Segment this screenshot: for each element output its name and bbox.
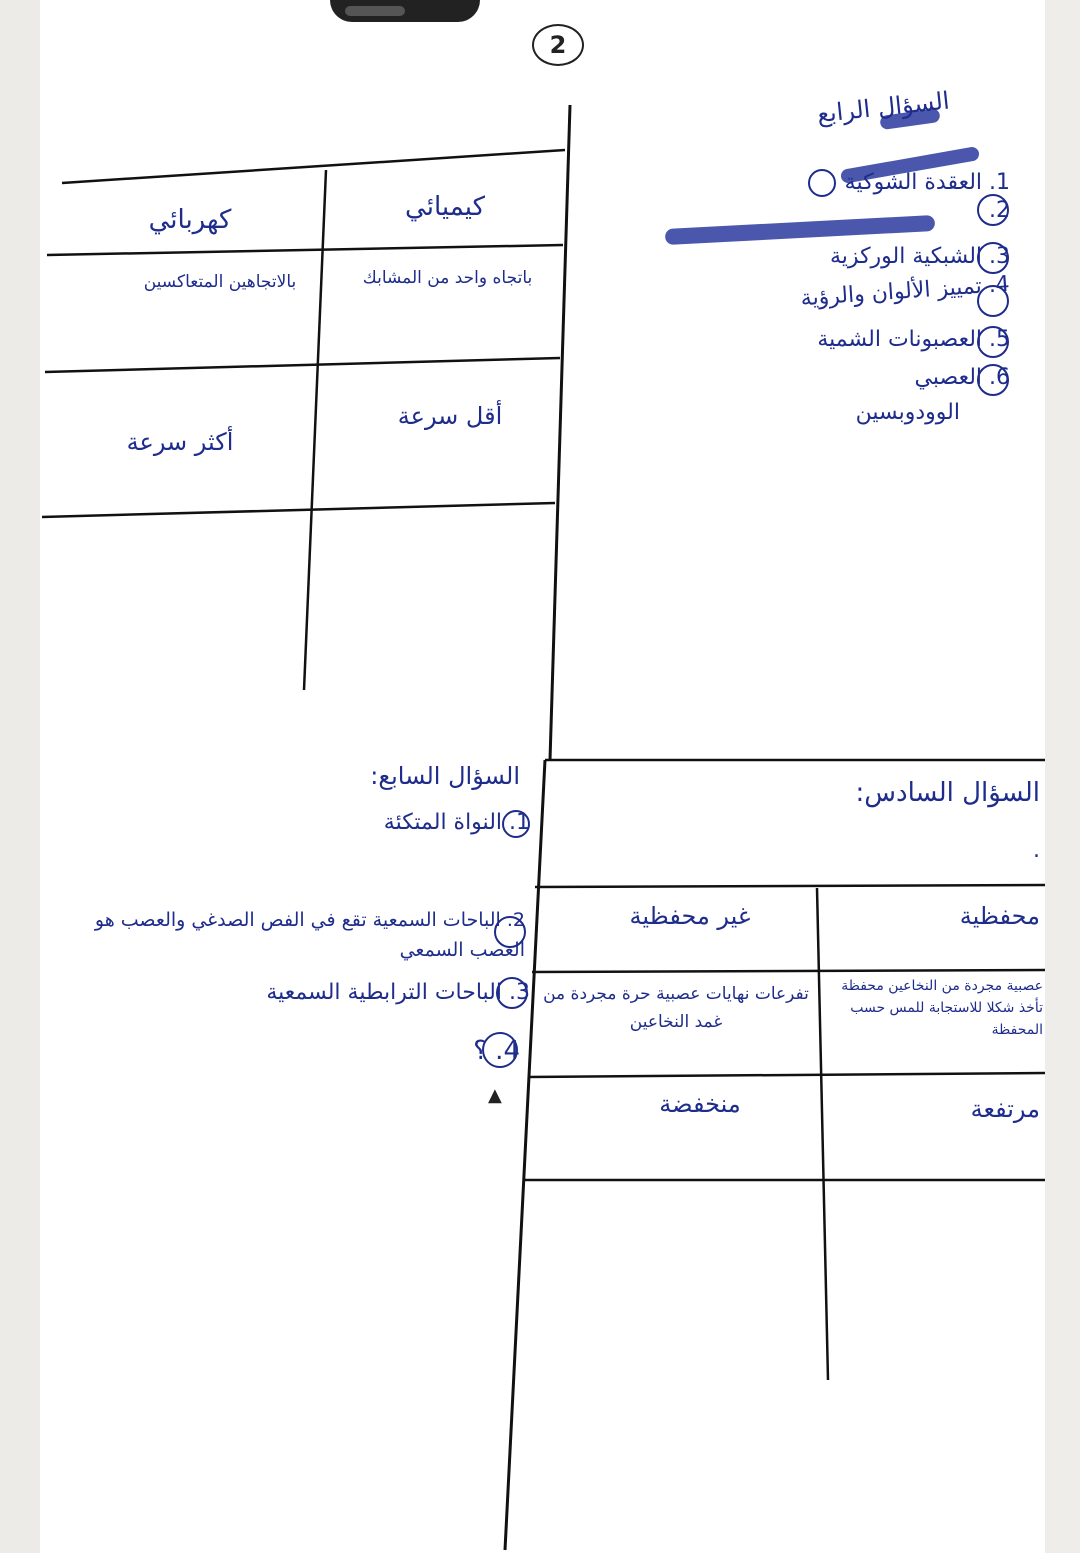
table2-header-line	[532, 970, 1045, 972]
table2-col-line	[817, 888, 828, 1380]
table1-row2-line	[42, 503, 555, 517]
table2-row1-line	[528, 1073, 1045, 1077]
table2-header-encapsulated: محفظية	[959, 902, 1040, 930]
table2-cell-r1c1: تفرعات نهايات عصبية حرة مجردة من غمد النخاعين	[543, 984, 809, 1032]
table2-header-nonencapsulated: غير محفظية	[629, 902, 751, 930]
table1-header-chemical: كيميائي	[405, 192, 485, 222]
q4-item-6: 6. العصبي	[914, 365, 1010, 390]
page-number: 2	[532, 24, 584, 66]
q6-title: السؤال السادس:	[855, 778, 1040, 808]
q7-title: السؤال السابع:	[370, 762, 520, 790]
table2-cell-r2c2: مرتفعة	[970, 1095, 1040, 1123]
table1-row1-line	[45, 358, 560, 372]
q7-item-1: 1. النواة المتكئة	[383, 810, 530, 835]
table1-header-line	[47, 245, 563, 255]
q7-item-3: 3. الباحات الترابطية السمعية	[266, 980, 530, 1005]
divider-bottom	[505, 760, 545, 1550]
stray-mark: ▲	[488, 1085, 502, 1106]
q4-title: السؤال الرابع	[815, 86, 951, 129]
table1-col-line	[304, 170, 326, 690]
divider-top	[550, 105, 570, 760]
table1-cell-r1c2: بالاتجاهين المتعاكسين	[143, 272, 297, 292]
q4-item-5: 5. العصبونات الشمية	[817, 327, 1010, 352]
table1-header-electrical: كهربائي	[148, 205, 232, 235]
q4-item-1: 1. العقدة الشوكية	[844, 170, 1010, 195]
table1-cell-r2c2: أكثر سرعة	[126, 428, 234, 456]
table1-top-line	[62, 150, 565, 183]
q4-item-3: 3. الشبكية الوركزية	[830, 244, 1010, 269]
q4-item-2: 2.	[989, 198, 1010, 223]
q7-item-2: 2. الباحات السمعية تقع في الفص الصدغي والعصب هو العصب السمعي	[94, 909, 525, 961]
table2-top-line	[535, 885, 1045, 887]
table2-cell-r1c2: عصبية مجردة من النخاعين محفظة تأخذ شكلا للاستجابة للمس حسب المحفظة	[841, 978, 1043, 1038]
q4-item-4: 4. تمييز الألوان والرؤية	[799, 271, 1011, 312]
table2-cell-r2c1: منخفضة	[659, 1090, 741, 1118]
table1-cell-r2c1: أقل سرعة	[397, 402, 503, 430]
q4-item-7: الوودوبسين	[855, 400, 960, 425]
q6-item-1: .	[1033, 838, 1040, 863]
q7-item-4: 4. ؟	[473, 1036, 520, 1066]
table1-cell-r1c1: باتجاه واحد من المشابك	[362, 268, 533, 288]
